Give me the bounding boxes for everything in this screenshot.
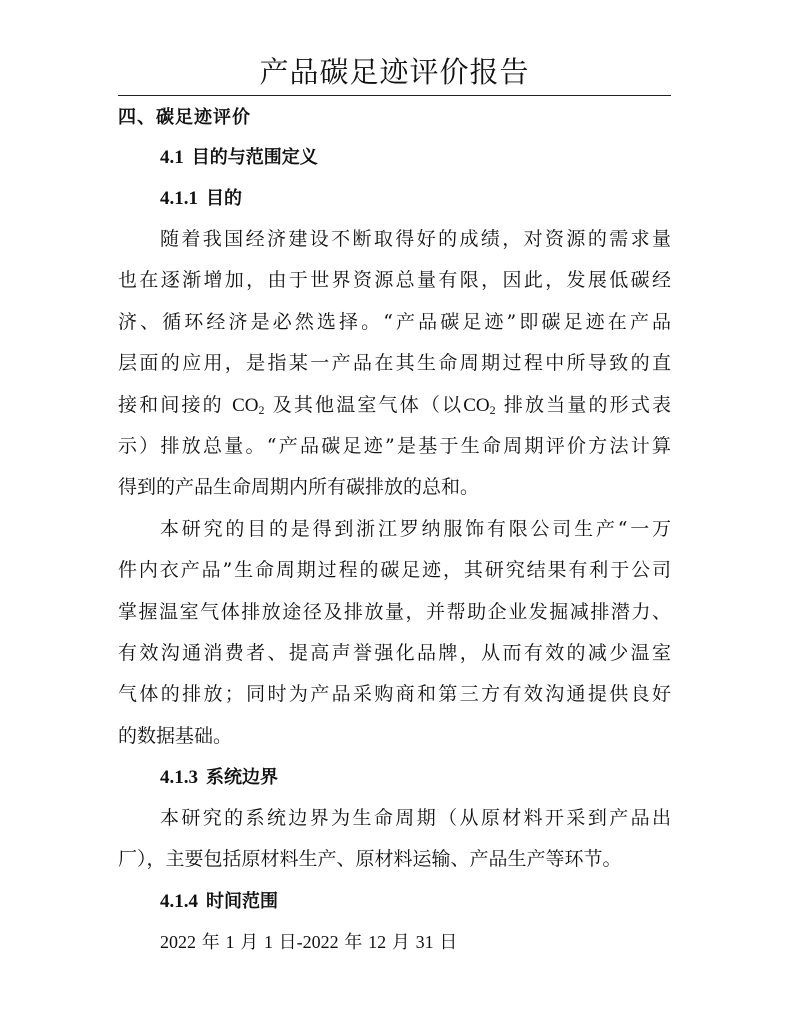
text-line: 气体的排放；同时为产品采购商和第三方有效沟通提供良好 xyxy=(118,683,671,706)
text-line: 也在逐渐增加，由于世界资源总量有限，因此，发展低碳经 xyxy=(118,269,671,292)
heading-label: 系统边界 xyxy=(206,767,278,789)
text-line: 件内衣产品”生命周期过程的碳足迹，其研究结果有利于公司 xyxy=(118,559,671,582)
date-start-day: 1 xyxy=(263,931,273,952)
date-unit: 月 xyxy=(240,931,259,953)
date-end-month: 12 xyxy=(368,931,387,952)
time-range xyxy=(118,922,671,963)
text-line: 的数据基础。 xyxy=(118,724,233,747)
heading-4-1 xyxy=(118,137,671,178)
heading-4-1-4 xyxy=(118,881,671,922)
heading-label: 目的 xyxy=(206,188,242,209)
heading-number: 4.1.1 xyxy=(160,188,198,209)
paragraph-system-boundary xyxy=(118,798,671,881)
date-start-month: 1 xyxy=(225,931,235,952)
date-unit: 年 xyxy=(201,931,220,953)
text-fragment: 及其他温室气体（以 xyxy=(272,393,464,416)
paragraph-background xyxy=(118,219,671,509)
formula-co: CO xyxy=(232,394,259,416)
text-line: 层面的应用，是指某一产品在其生命周期过程中所导致的直 xyxy=(118,352,671,375)
heading-4-1-3 xyxy=(118,757,671,798)
text-line: 掌握温室气体排放途径及排放量，并帮助企业发掘减排潜力、 xyxy=(118,600,671,623)
formula-subscript: 2 xyxy=(258,402,265,417)
title-underline xyxy=(118,95,671,96)
text-line: 本研究的系统边界为生命周期（从原材料开采到产品出 xyxy=(160,807,671,830)
date-unit: 日 xyxy=(278,931,297,953)
date-separator: - xyxy=(296,931,303,952)
heading-number: 4.1.4 xyxy=(160,890,198,912)
date-unit: 年 xyxy=(344,931,363,953)
date-unit: 日 xyxy=(439,931,458,953)
heading-label: 目的与范围定义 xyxy=(191,147,318,168)
heading-4-1-1 xyxy=(118,178,671,219)
formula-co: CO xyxy=(463,394,490,416)
section-heading: 四、碳足迹评价 xyxy=(118,107,251,128)
text-fragment: 接和间接的 xyxy=(118,393,224,416)
text-line: 得到的产品生命周期内所有碳排放的总和。 xyxy=(118,476,480,499)
date-unit: 月 xyxy=(391,931,410,953)
formula-subscript: 2 xyxy=(489,402,496,417)
text-line-co2 xyxy=(118,385,671,426)
co2-formula xyxy=(232,395,264,416)
date-end-day: 31 xyxy=(415,931,434,952)
co2-formula xyxy=(463,395,495,416)
text-line: 厂），主要包括原材料生产、原材料运输、产品生产等环节。 xyxy=(118,848,622,871)
heading-number: 4.1.3 xyxy=(160,767,198,789)
paragraph-purpose xyxy=(118,509,671,757)
document-title: 产品碳足迹评价报告 xyxy=(259,55,530,89)
text-line: 有效沟通消费者、提高声誉强化品牌，从而有效的减少温室 xyxy=(118,641,671,664)
text-line: 本研究的目的是得到浙江罗纳服饰有限公司生产“一万 xyxy=(160,517,671,540)
text-line: 济、循环经济是必然选择。“产品碳足迹”即碳足迹在产品 xyxy=(118,310,671,333)
date-end-year: 2022 xyxy=(302,931,339,952)
heading-label: 时间范围 xyxy=(206,890,278,912)
text-line: 随着我国经济建设不断取得好的成绩，对资源的需求量 xyxy=(160,228,671,250)
date-start-year: 2022 xyxy=(160,931,196,952)
heading-number: 4.1 xyxy=(160,147,184,168)
text-fragment: 排放当量的形式表 xyxy=(503,393,671,416)
text-line: 示）排放总量。“产品碳足迹”是基于生命周期评价方法计算 xyxy=(118,434,671,457)
report-content xyxy=(118,99,671,963)
